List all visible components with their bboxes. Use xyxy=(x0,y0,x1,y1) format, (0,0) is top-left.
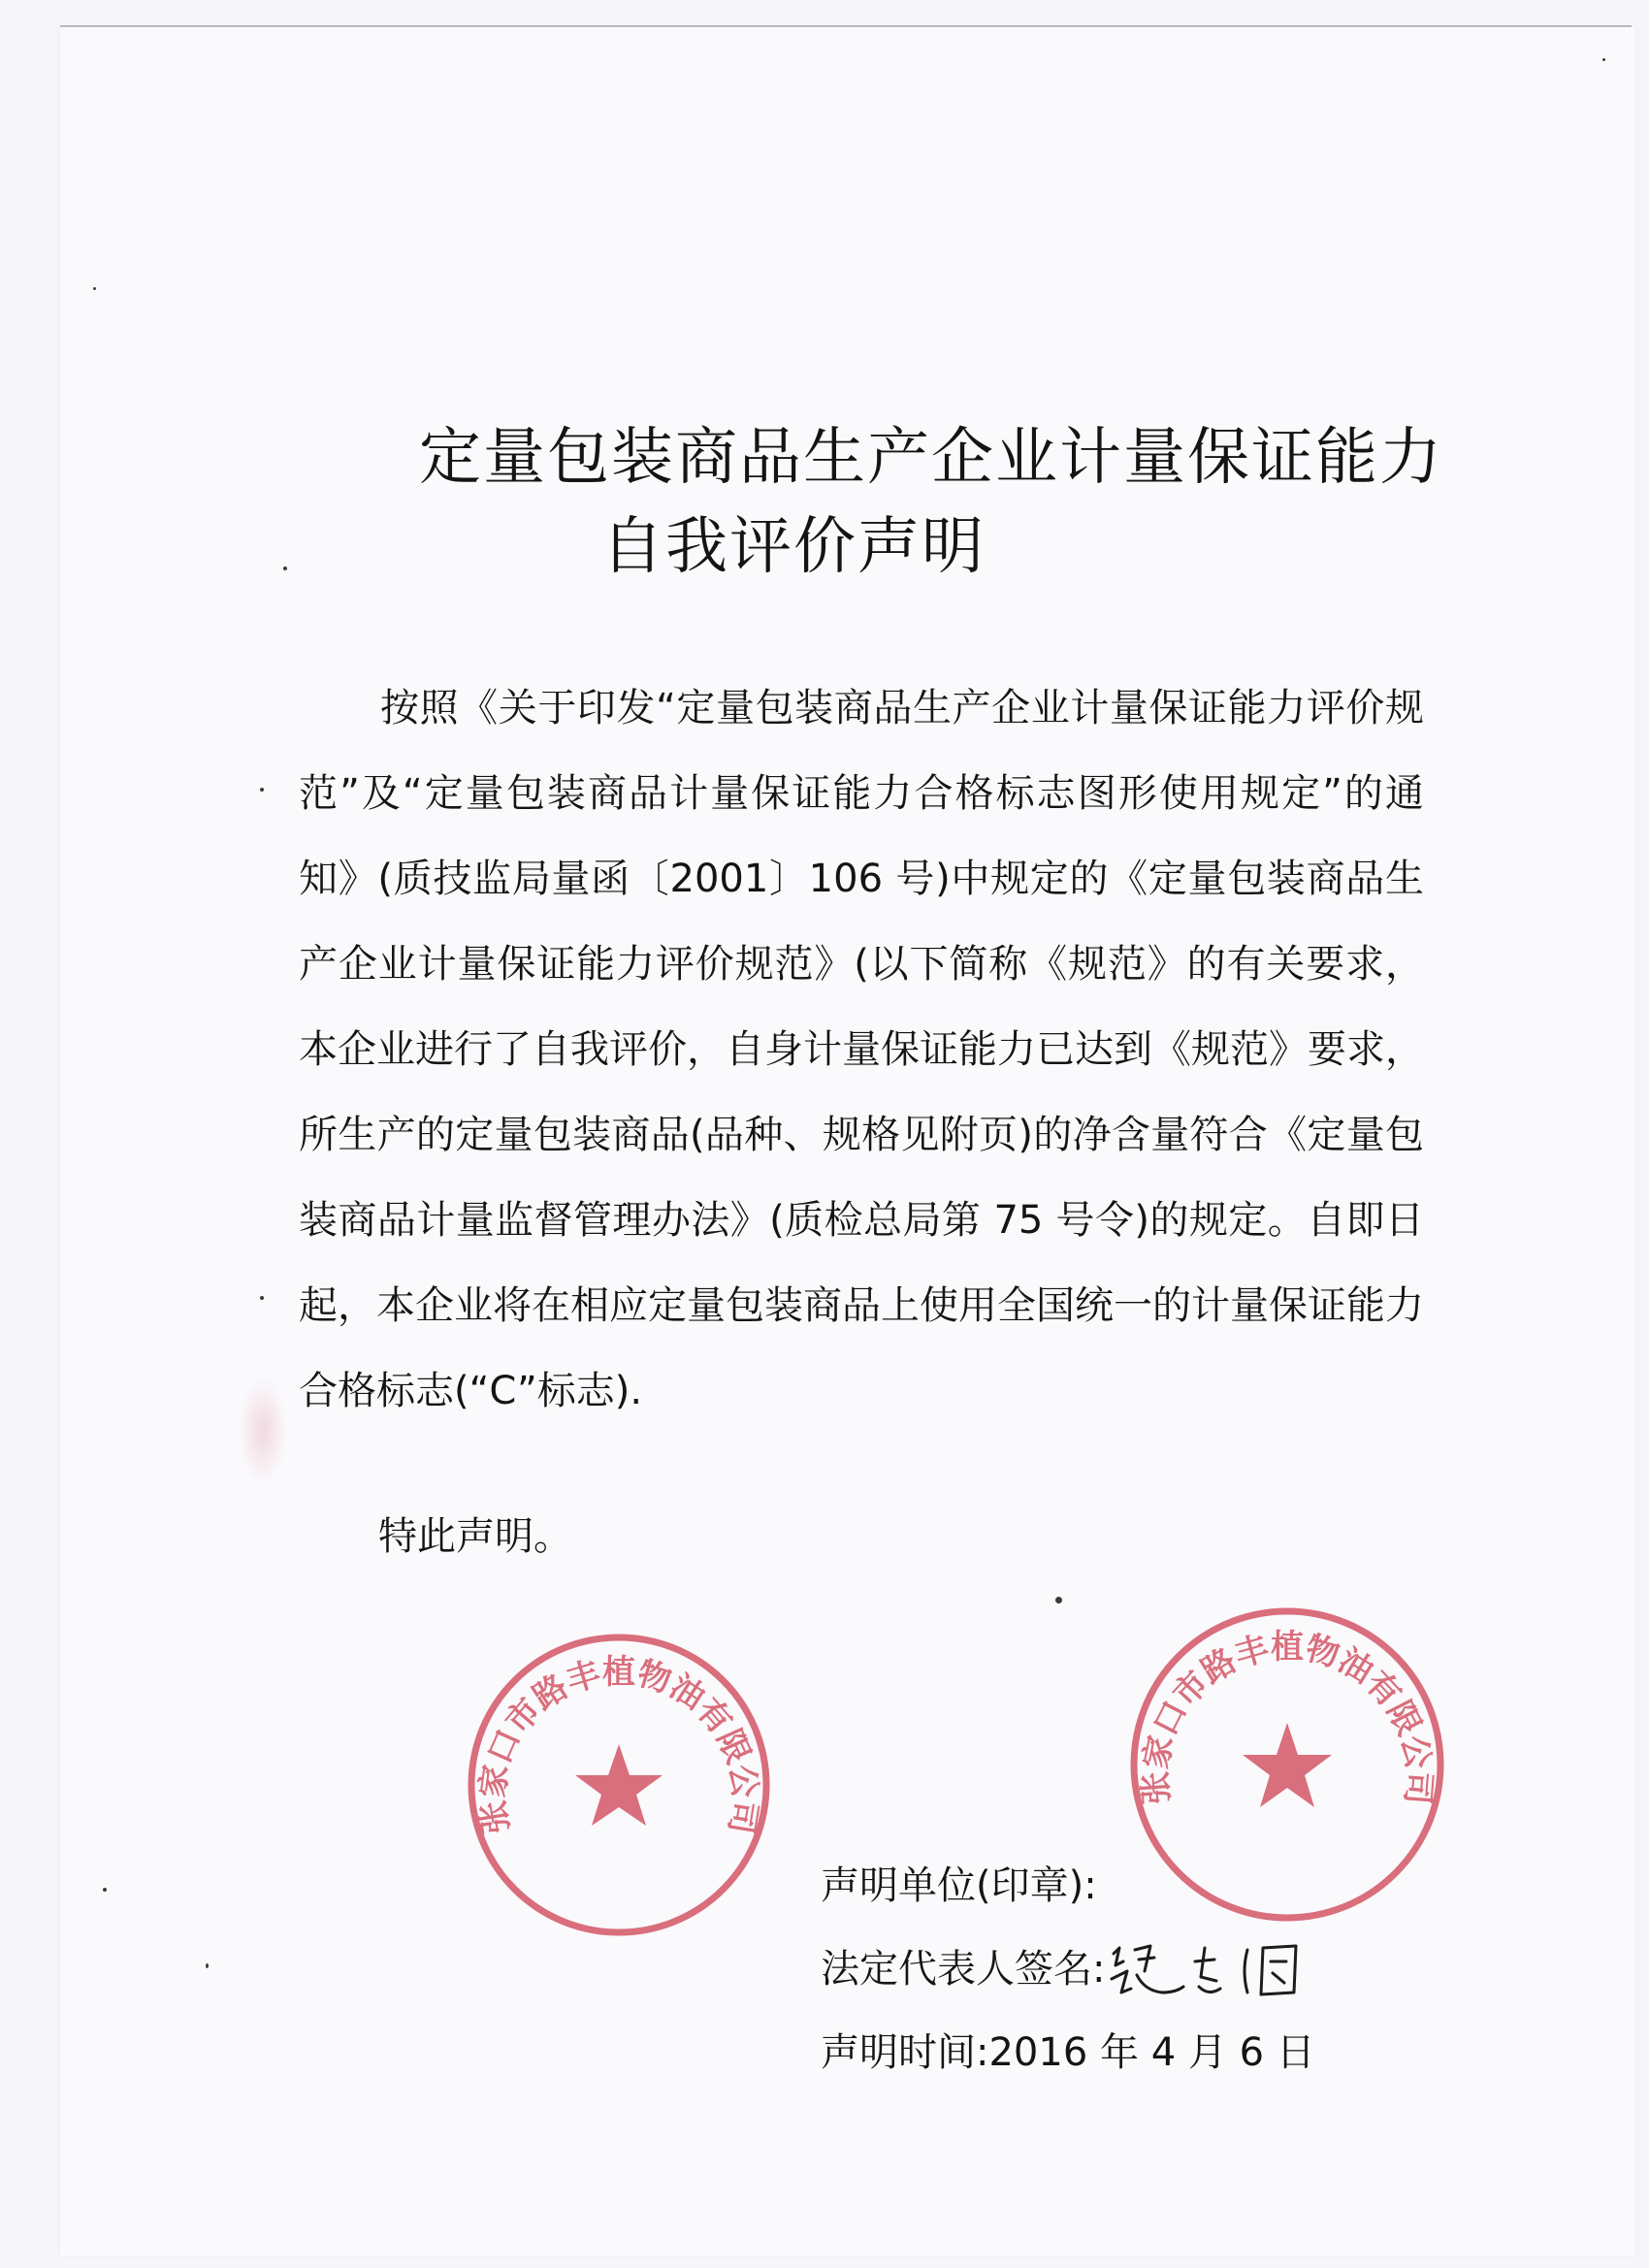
seal-star-icon xyxy=(1243,1723,1332,1807)
scan-speck xyxy=(1055,1597,1062,1604)
document-title-line-2: 自我评价声明 xyxy=(601,511,986,583)
scan-speck xyxy=(283,567,287,570)
scan-speck xyxy=(93,287,96,290)
legal-representative-label: 法定代表人签名: xyxy=(821,1947,1106,1992)
seal-star-icon xyxy=(575,1744,663,1826)
handwritten-signature xyxy=(1106,1932,1339,2010)
document-title-line-1: 定量包装商品生产企业计量保证能力 xyxy=(419,422,1443,494)
scan-smudge xyxy=(239,1377,287,1484)
company-seal-left xyxy=(464,1630,774,1940)
declaring-unit-label: 声明单位(印章): xyxy=(821,1863,1097,1908)
seal-text-left: 张家口市路丰植物油有限公司 xyxy=(473,1652,764,1837)
declaration-paragraph: 按照《关于印发“定量包装商品生产企业计量保证能力评价规范”及“定量包装商品计量保证能力合格标志图形使用规定”的通知》(质技监局量函〔2001〕106 号)中规定的《定量包装商品生产企业计量保证能力评价规范》(以下简称《规范》的有关要求，本企业进行了自我评价，自身计量保证能力已达到《规范》要求，所生产的定量包装商品(品种、规格见附页)的净含量符合《定量包装商品计量监督管理办法》(质检总局第 75 号令)的规定。自即日起，本企业将在相应定量包装商品上使用全国统一的计量保证能力合格标志(“C”标志). xyxy=(299,686,1424,1413)
scan-speck xyxy=(103,1888,107,1892)
scan-speck xyxy=(206,1963,209,1968)
declaration-date: 声明时间:2016 年 4 月 6 日 xyxy=(821,2030,1315,2075)
company-seal-right xyxy=(1125,1603,1449,1927)
scan-speck xyxy=(1602,58,1605,61)
scan-edge-line xyxy=(60,25,1632,27)
scan-speck xyxy=(260,1296,264,1300)
closing-statement: 特此声明。 xyxy=(378,1514,572,1559)
seal-text-right: 张家口市路丰植物油有限公司 xyxy=(1136,1627,1439,1806)
scan-speck xyxy=(260,788,264,792)
